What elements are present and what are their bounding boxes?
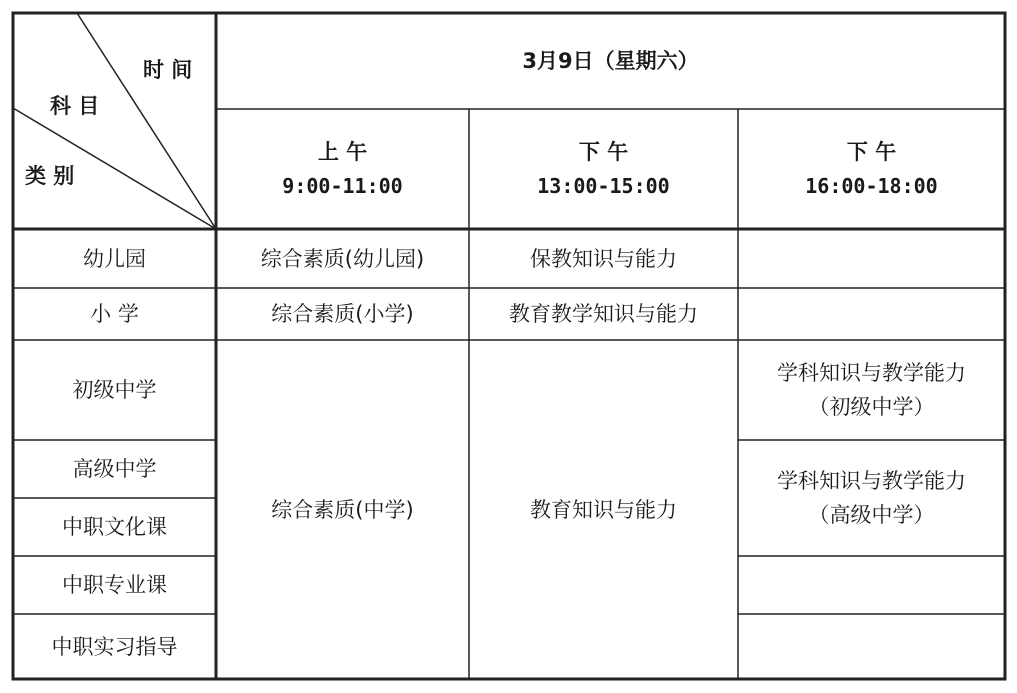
subject-line: （初级中学） (808, 395, 935, 419)
session-period: 下 午 (846, 140, 897, 164)
category-vocational-major: 中职专业课 (62, 573, 167, 597)
category-kindergarten: 幼儿园 (83, 246, 146, 271)
category-senior-middle: 高级中学 (72, 457, 157, 481)
subject-kindergarten-am: 综合素质(幼儿园) (260, 246, 425, 271)
category-vocational-practice: 中职实习指导 (51, 634, 178, 659)
corner-label-subject: 科 目 (50, 94, 100, 118)
subject-line: 学科知识与教学能力 (777, 361, 966, 385)
subject-middle-am: 综合素质(中学) (271, 497, 414, 522)
session-period: 上 午 (317, 140, 368, 164)
session-time: 13:00-15:00 (537, 174, 670, 198)
subject-line: （高级中学） (808, 503, 935, 527)
subject-senior-pm2 (738, 440, 1005, 556)
session-header-pm1 (469, 109, 738, 229)
subject-primary-am: 综合素质(小学) (271, 302, 414, 326)
session-header-pm2 (738, 109, 1005, 229)
corner-diagonal-1 (77, 13, 216, 229)
subject-middle-pm1: 教育知识与能力 (530, 497, 677, 522)
session-time: 9:00-11:00 (282, 174, 403, 198)
subject-primary-pm1: 教育教学知识与能力 (509, 302, 698, 326)
date-header: 3月9日（星期六） (522, 49, 699, 73)
corner-label-time: 时 间 (143, 58, 193, 82)
subject-line: 学科知识与教学能力 (777, 469, 966, 493)
session-time: 16:00-18:00 (805, 174, 938, 198)
session-header-am (216, 109, 469, 229)
subject-junior-pm2 (738, 340, 1005, 440)
subject-kindergarten-pm1: 保教知识与能力 (530, 246, 677, 271)
category-junior-middle: 初级中学 (72, 378, 157, 402)
session-period: 下 午 (578, 140, 629, 164)
category-primary: 小 学 (90, 302, 139, 326)
corner-label-category: 类 别 (25, 164, 75, 188)
category-vocational-culture: 中职文化课 (62, 515, 167, 539)
